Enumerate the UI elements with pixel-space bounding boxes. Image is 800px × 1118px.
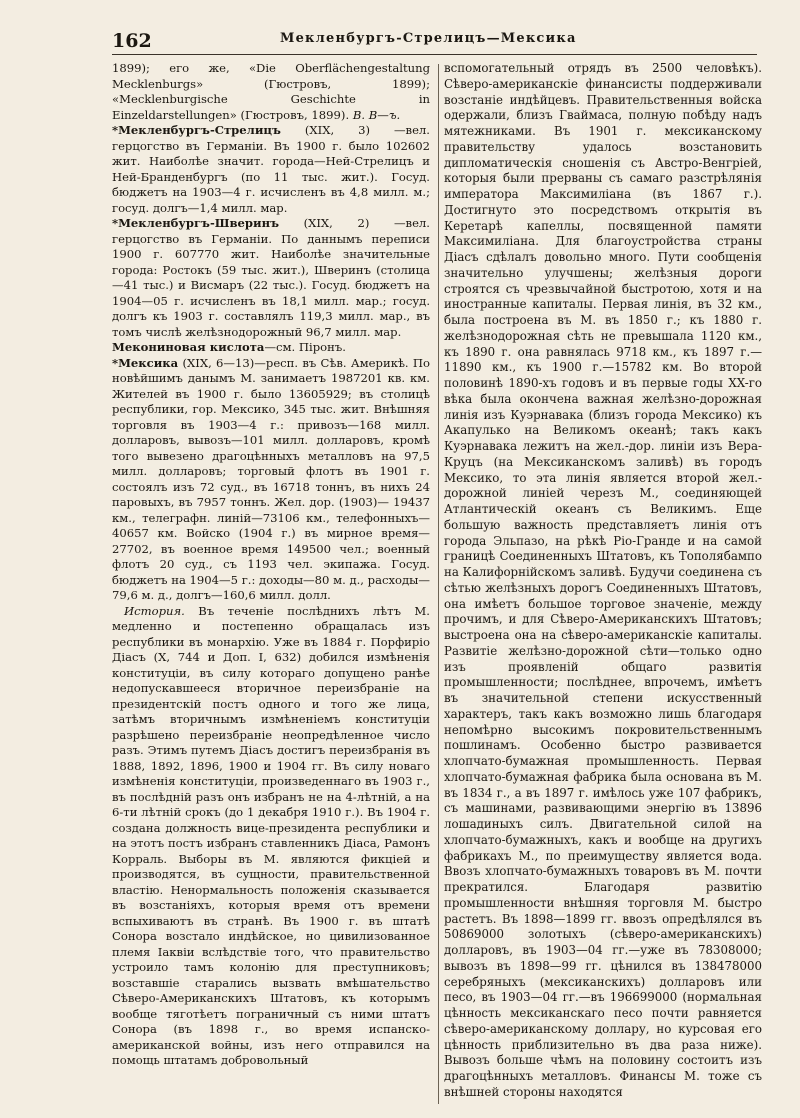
article-paragraph (112, 61, 430, 123)
article-text: Въ теченіе послѣднихъ лѣтъ М. медленно и постепенно обращалась изъ республики въ монархію. Уже въ 1884 г. Порфиріо Діасъ (X, 744 и Доп. I, 632) добился измѣненія конституціи, въ силу котораго допущено ранѣе недопускавшееся вторичное переизбраніе на президентскій постъ одного и того же лица, затѣмъ вторичнымъ измѣненіемъ конституціи разрѣшено переизбраніе неопредѣленное число разъ. Этимъ путемъ Діасъ достигъ переизбранія въ 1888, 1892, 1896, 1900 и 1904 гг. Въ силу новаго измѣненія конституціи, произведеннаго въ 1903 г., въ послѣдній разъ онъ избранъ не на 4-лѣтній, а на 6-ти лѣтній срокъ (до 1 декабря 1910 г.). Въ 1904 г. создана должность вице-президента республики и на этотъ постъ избранъ ставленникъ Діаса, Рамонъ Корраль. Выборы въ М. являются фикціей и производятся, въ сущности, правительственной властію. Ненормальность положенія сказывается въ возстаніяхъ, которыя время отъ времени вспыхиваютъ въ странѣ. Въ 1900 г. въ штатѣ Сонора возстало индѣйское, но цивилизованное племя Іаквіи вслѣдствіе того, что правительство устроило тамъ колонію для преступниковъ; возставшіе старались вызвать вмѣшательство Сѣверо-Американскихъ Штатовъ, къ которымъ вообще тяготѣетъ пограничный съ ними штатъ Сонора (въ 1898 г., во время испанско-американской войны, изъ него отправился на помощь штатамъ добровольный (112, 603, 430, 1067)
article-paragraph (112, 356, 430, 604)
article-text: (XIX, 2) —вел. герцогство въ Германіи. По даннымъ переписи 1900 г. 607770 жит. Наиболѣе значительные города: Ростокъ (59 тыс. жит.), Шверинъ (столица—41 тыс.) и Висмаръ (22 тыс.). Госуд. бюджетъ на 1904—05 г. исчисленъ въ 18,1 милл. мар.; госуд. долгъ къ 1903 г. составлялъ 119,3 милл. мар., въ томъ числѣ желѣзнодорожный 96,7 милл. мар. (112, 216, 430, 339)
article-paragraph (112, 604, 430, 1069)
article-text: вспомогательный отрядъ въ 2500 человѣкъ). Сѣверо-американскіе финансисты поддерживали возстаніе индѣйцевъ. Правительственныя войска одержали, близъ Гваймаса, полную побѣду надъ мятежниками. Въ 1901 г. мексиканскому правительству удалось возстановить дипломатическія сношенія съ Австро-Венгріей, которыя были прерваны съ самаго разстрѣлянія императора Максимиліана (въ 1867 г.). Достигнуто это посредствомъ открытія въ Керетарѣ капеллы, посвященной памяти Максимиліана. Для благоустройства страны Діасъ сдѣлалъ довольно много. Пути сообщенія значительно улучшены; желѣзныя дороги строятся съ чрезвычайной быстротою, хотя и на иностранные капиталы. Первая линія, въ 32 км., была построена въ М. въ 1850 г.; къ 1880 г. желѣзнодорожная сѣть не превышала 1120 км., къ 1890 г. она равнялась 9718 км., къ 1897 г.—11890 км., къ 1900 г.—15782 км. Во второй половинѣ 1890-хъ годовъ и въ первые годы XX-го вѣка была окончена важная желѣзно-дорожная линія изъ Куэрнавака (близъ города Мексико) къ Акапулько на Великомъ океанѣ; такъ какъ Куэрнавака лежитъ на жел.-дор. линіи изъ Вера-Круцъ (на Мексиканскомъ заливѣ) въ городъ Мексико, то эта линія является второй жел.-дорожной линіей черезъ М., соединяющей Атлантическій океанъ съ Великимъ. Еще большую важность представляетъ линія отъ города Эльпазо, на рѣкѣ Ріо-Гранде и на самой границѣ Соединенныхъ Штатовъ, къ Тополябампо на Калифорнійскомъ заливѣ. Будучи соединена съ сѣтью желѣзныхъ дорогъ Соединенныхъ Штатовъ, она имѣетъ большое торговое значеніе, между прочимъ, и для Сѣверо-Американскихъ Штатовъ; выстроена она на сѣверо-американскіе капиталы. Развитіе желѣзно-дорожной сѣти—только одно изъ проявленій общаго развитія промышленности; послѣднее, впрочемъ, имѣетъ въ значительной степени искусственный характеръ, такъ какъ возможно лишь благодаря непомѣрно высокимъ покровительственнымъ пошлинамъ. Особенно быстро развивается хлопчато-бумажная промышленность. Первая хлопчато-бумажная фабрика была основана въ М. въ 1834 г., а въ 1897 г. имѣлось уже 107 фабрикъ, съ машинами, развивающими энергію въ 13896 лошадиныхъ силъ. Двигательной силой на хлопчато-бумажныхъ, какъ и вообще на другихъ фабрикахъ М., по преимуществу является вода. Ввозъ хлопчато-бумажныхъ товаровъ въ М. почти прекратился. Благодаря развитію промышленности внѣшняя торговля М. быстро растетъ. Въ 1898—1899 гг. ввозъ опредѣлялся въ 50869000 золотыхъ (сѣверо-американскихъ) долларовъ, въ 1903—04 гг.—уже въ 78308000; вывозъ въ 1898—99 гг. цѣнился въ 138478000 серебряныхъ (мексиканскихъ) долларовъ или песо, въ 1903—04 гг.—въ 196699000 (нормальная цѣнность мексиканскаго песо почти равняется сѣверо-американскому доллару, но курсовая его цѣнность приблизительно въ два раза ниже). Вывозъ больше чѣмъ на половину состоитъ изъ драгоцѣнныхъ металловъ. Финансы М. тоже съ внѣшней стороны находятся (444, 61, 762, 1099)
article-headword: *Мекленбургъ-Стрелицъ (112, 123, 281, 137)
running-title: Мекленбургъ-Стрелицъ—Мексика (280, 31, 577, 46)
right-column (444, 61, 762, 1101)
article-text: —см. Піронъ. (264, 340, 346, 354)
article-text: (XIX, 3) —вел. герцогство въ Германіи. Въ 1900 г. было 102602 жит. Наиболѣе значит. города—Ней-Стрелицъ и Ней-Бранденбургъ (по 11 тыс. жит.). Госуд. бюджетъ на 1903—4 г. исчисленъ въ 4,8 милл. м.; госуд. долгъ—1,4 милл. мар. (112, 123, 430, 215)
article-paragraph (112, 340, 430, 356)
article-headword: *Мекленбургъ-Шверинъ (112, 216, 279, 230)
page-header (112, 28, 757, 55)
article-text: 1899); его же, «Die Oberflächengestaltung Mecklenburgs» (Гюстровъ, 1899); «Mecklenburgische Geschichte in Einzeldarstellungen» (Гюстровъ, 1899). (112, 61, 430, 122)
article-headword: *Мексика (112, 355, 179, 370)
article-paragraph (112, 216, 430, 340)
article-text: (XIX, 6—13)—респ. въ Сѣв. Америкѣ. По новѣйшимъ данымъ М. занимаетъ 1987201 кв. км. Жителей въ 1900 г. было 13605929; въ столицѣ республики, гор. Мексико, 345 тыс. жит. Внѣшняя торговля въ 1903—4 г.: привозъ—168 милл. долларовъ, вывозъ—101 милл. долларовъ, кромѣ того вывезено драгоцѣнныхъ металловъ на 97,5 милл. долларовъ; торговый флотъ въ 1901 г. состоялъ изъ 72 суд., въ 16718 тоннъ, въ нихъ 24 паровыхъ, въ 7957 тоннъ. Жел. дор. (1903)— 19437 км., телеграфн. линій—73106 км., телефонныхъ—40657 км. Войско (1904 г.) въ мирное время—27702, въ военное время 149500 чел.; военный флотъ 20 суд., съ 1193 чел. экипажа. Госуд. бюджетъ на 1904—5 г.: доходы—80 м. д., расходы—79,6 м. д., долгъ—160,6 милл. долл. (112, 355, 430, 602)
left-column (112, 61, 430, 1069)
section-heading: История. (124, 603, 185, 618)
author-signature: В. В—ъ. (349, 107, 401, 122)
article-paragraph (444, 61, 762, 1101)
article-headword: Мекониновая кислота (112, 340, 265, 354)
column-divider (438, 64, 439, 1104)
article-paragraph (112, 123, 430, 216)
page-number: 162 (112, 30, 152, 52)
